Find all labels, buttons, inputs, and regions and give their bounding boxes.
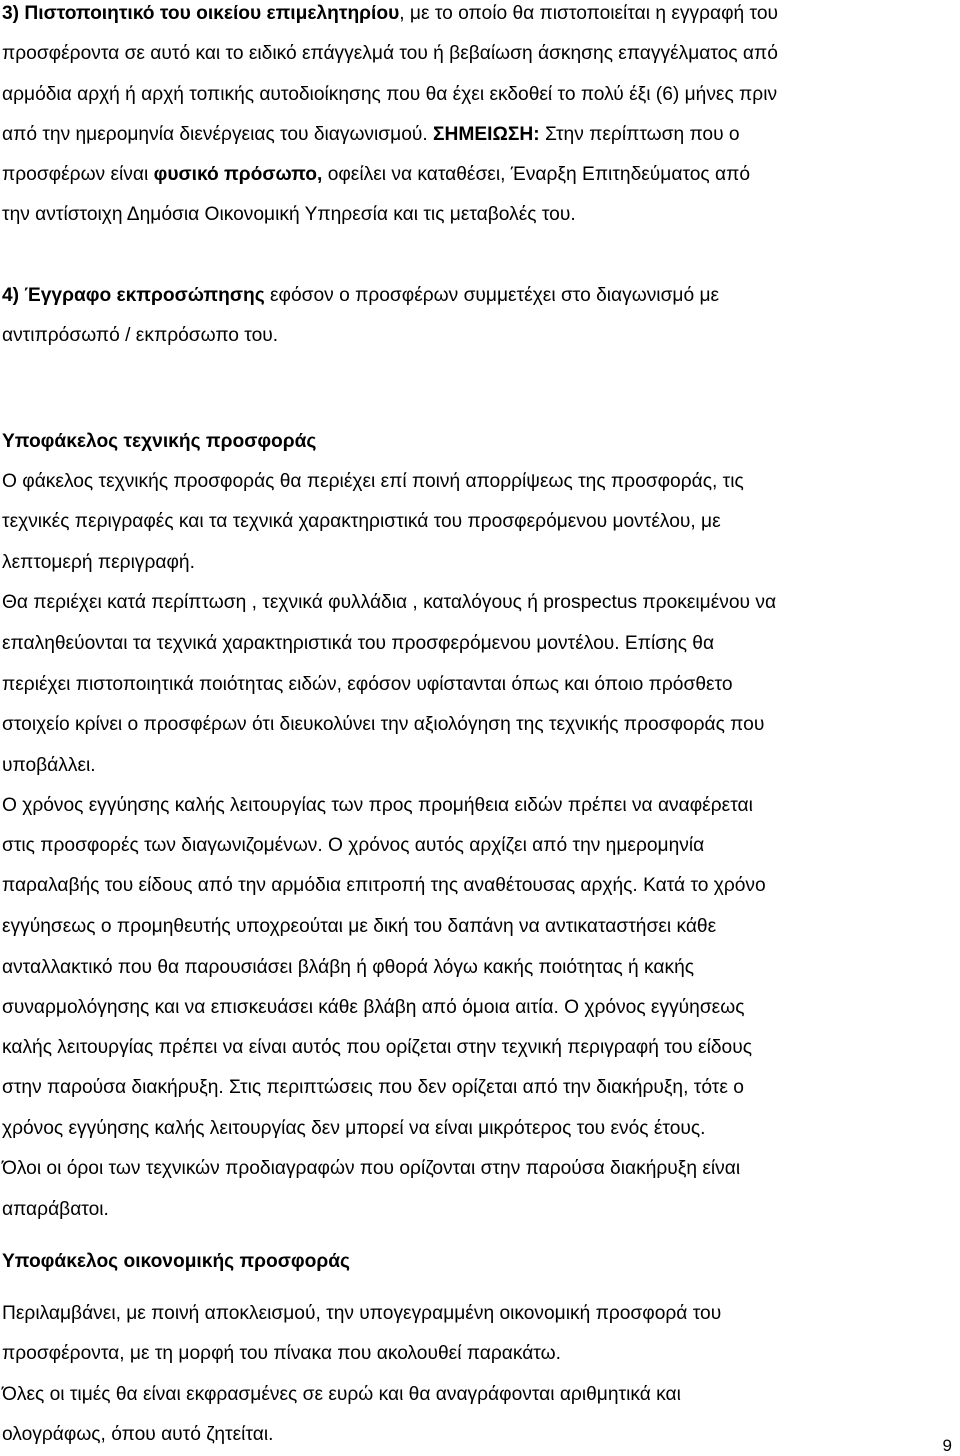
paragraph-line: ανταλλακτικό που θα παρουσιάσει βλάβη ή φθορά λόγω κακής ποιότητας ή κακής [2,957,695,978]
paragraph-line: προσφέροντα σε αυτό και το ειδικό επάγγελμά του ή βεβαίωση άσκησης επαγγέλματος από [2,43,778,64]
text-run: οφείλει να καταθέσει, Έναρξη Επιτηδεύματος από [322,164,751,185]
paragraph-line: Ο φάκελος τεχνικής προσφοράς θα περιέχει επί ποινή απορρίψεως της προσφοράς, τις [2,471,744,492]
text-run: , με το οποίο θα πιστοποιείται η εγγραφή του [399,3,778,24]
item-3-title: 3) Πιστοποιητικό του οικείου επιμελητηρίου [2,3,400,24]
paragraph-line: στις προσφορές των διαγωνιζομένων. Ο χρόνος αυτός αρχίζει από την ημερομηνία [2,835,705,856]
paragraph-line: χρόνος εγγύησης καλής λειτουργίας δεν μπορεί να είναι μικρότερος του ενός έτους. [2,1118,706,1139]
paragraph-line: Όλοι οι όροι των τεχνικών προδιαγραφών που ορίζονται στην παρούσα διακήρυξη είναι [2,1158,741,1179]
section-heading-financial: Υποφάκελος οικονομικής προσφοράς [2,1251,350,1272]
paragraph-line [2,163,750,187]
paragraph-line: περιέχει πιστοποιητικά ποιότητας ειδών, εφόσον υφίστανται όπως και όποιο πρόσθετο [2,674,733,695]
paragraph-line: απαράβατοι. [2,1199,109,1220]
emphasis-natural-person: φυσικό πρόσωπο, [153,164,323,185]
text-run: εφόσον ο προσφέρων συμμετέχει στο διαγωνισμό με [264,285,720,306]
paragraph-line: ολογράφως, όπου αυτό ζητείται. [2,1424,274,1445]
paragraph-line: καλής λειτουργίας πρέπει να είναι αυτός που ορίζεται στην τεχνική περιγραφή του είδους [2,1037,752,1058]
paragraph-line: εγγύησεως ο προμηθευτής υποχρεούται με δική του δαπάνη να αντικαταστήσει κάθε [2,916,717,937]
section-heading-technical: Υποφάκελος τεχνικής προσφοράς [2,431,317,452]
paragraph-line: στοιχείο κρίνει ο προσφέρων ότι διευκολύνει την αξιολόγηση της τεχνικής προσφοράς που [2,714,765,735]
paragraph-line: επαληθεύονται τα τεχνικά χαρακτηριστικά του προσφερόμενου μοντέλου. Επίσης θα [2,633,715,654]
text-run: προσφέρων είναι [2,164,154,185]
paragraph-line [2,284,719,308]
note-label: ΣΗΜΕΙΩΣΗ: [433,124,540,145]
paragraph-line: Περιλαμβάνει, με ποινή αποκλεισμού, την υπογεγραμμένη οικονομική προσφορά του [2,1303,722,1324]
paragraph-line: Όλες οι τιμές θα είναι εκφρασμένες σε ευρώ και θα αναγράφονται αριθμητικά και [2,1384,681,1405]
paragraph-line: στην παρούσα διακήρυξη. Στις περιπτώσεις που δεν ορίζεται από την διακήρυξη, τότε ο [2,1077,744,1098]
paragraph-line: την αντίστοιχη Δημόσια Οικονομική Υπηρεσία και τις μεταβολές του. [2,204,576,225]
paragraph-line: προσφέροντα, με τη μορφή του πίνακα που ακολουθεί παρακάτω. [2,1343,561,1364]
paragraph-line: λεπτομερή περιγραφή. [2,552,195,573]
paragraph-line: Ο χρόνος εγγύησης καλής λειτουργίας των προς προμήθεια ειδών πρέπει να αναφέρεται [2,795,753,816]
paragraph-line [2,123,740,147]
paragraph-line: αντιπρόσωπό / εκπρόσωπο του. [2,325,279,346]
text-run: από την ημερομηνία διενέργειας του διαγωνισμού. [2,124,434,145]
paragraph-line: παραλαβής του είδους από την αρμόδια επιτροπή της αναθέτουσας αρχής. Κατά το χρόνο [2,875,766,896]
paragraph-line: Θα περιέχει κατά περίπτωση , τεχνικά φυλλάδια , καταλόγους ή prospectus προκειμένου να [2,592,777,613]
paragraph-line: αρμόδια αρχή ή αρχή τοπικής αυτοδιοίκησης που θα έχει εκδοθεί το πολύ έξι (6) μήνες πριν [2,84,778,105]
paragraph-line: υποβάλλει. [2,755,96,776]
paragraph-line: τεχνικές περιγραφές και τα τεχνικά χαρακτηριστικά του προσφερόμενου μοντέλου, με [2,511,721,532]
text-run: Στην περίπτωση που ο [539,124,740,145]
paragraph-line [2,2,778,26]
paragraph-line: συναρμολόγησης και να επισκευάσει κάθε βλάβη από όμοια αιτία. Ο χρόνος εγγύησεως [2,997,745,1018]
page-number: 9 [942,1436,952,1455]
item-4-title: 4) Έγγραφο εκπροσώπησης [2,285,265,306]
